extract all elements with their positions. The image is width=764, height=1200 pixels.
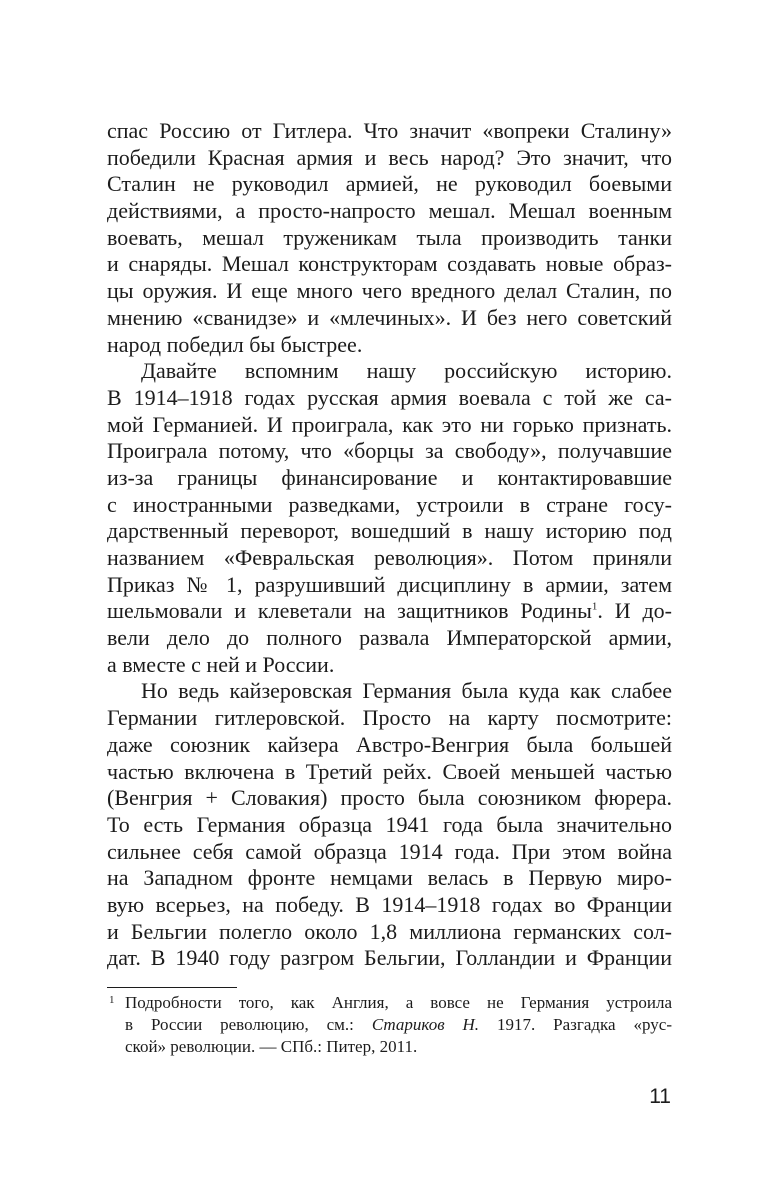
- text-line: победили Красная армия и весь народ? Это значит, что: [107, 144, 672, 170]
- text-line: Проиграла потому, что «борцы за свободу», получавшие: [107, 438, 672, 464]
- footnote-number: 1: [109, 994, 115, 1006]
- text-line: Германии гитлеровской. Просто на карту посмотрите:: [107, 705, 672, 731]
- text-line: Приказ № 1, разрушивший дисциплину в армии, затем: [107, 571, 672, 597]
- footnote-line: [107, 1036, 672, 1058]
- text-line: В 1914–1918 годах русская армия воевала с той же са-: [107, 384, 672, 410]
- text-line: Но ведь кайзеровская Германия была куда как слабее: [141, 678, 672, 704]
- text-line: народ победил бы быстрее.: [107, 331, 363, 357]
- text-line: То есть Германия образца 1941 года была значительно: [107, 811, 672, 837]
- footnote-line: [107, 1014, 672, 1036]
- text-line: названием «Февральская революция». Потом приняли: [107, 545, 672, 570]
- body-text: [107, 118, 672, 972]
- text-line: действиями, а просто-напросто мешал. Мешал военным: [107, 198, 672, 224]
- footnote-reference: 1: [591, 601, 598, 614]
- text-line: и Бельгии полегло около 1,8 миллиона германских сол-: [107, 918, 672, 944]
- text-line: на Западном фронте немцами велась в Первую миро-: [107, 865, 672, 891]
- footnote-text: в России революцию, см.:: [125, 1015, 372, 1034]
- text-line: и снаряды. Мешал конструкторам создавать новые образ-: [107, 251, 672, 277]
- text-line: с иностранными разведками, устроили в стране госу-: [107, 491, 672, 517]
- text-fragment: . И до-: [597, 598, 672, 624]
- page-number: 11: [649, 1085, 671, 1108]
- text-line: спас Россию от Гитлера. Что значит «вопреки Сталину»: [107, 118, 672, 143]
- footnote-text: ской» революции. — СПб.: Питер, 2011.: [125, 1037, 418, 1056]
- text-line: из-за границы финансирование и контактировавшие: [107, 464, 672, 490]
- text-line: вую всерьез, на победу. В 1914–1918 годах во Франции: [107, 891, 672, 917]
- text-line: (Венгрия + Словакия) просто была союзником фюрера.: [107, 785, 672, 811]
- footnote: [107, 992, 672, 1058]
- text-fragment: шельмовали и клеветали на защитников Родины: [107, 598, 592, 624]
- footnote-text: Подробности того, как Англия, а вовсе не Германия устроила: [125, 993, 672, 1012]
- text-line: Давайте вспомним нашу российскую историю.: [141, 358, 672, 384]
- text-line: сильнее себя самой образца 1914 года. При этом война: [107, 838, 672, 864]
- text-line: вели дело до полного развала Императорской армии,: [107, 625, 672, 651]
- text-line: дат. В 1940 году разгром Бельгии, Голландии и Франции: [107, 945, 672, 971]
- text-line: мнению «сванидзе» и «млечиных». И без него советский: [107, 304, 672, 330]
- text-line: а вместе с ней и России.: [107, 651, 335, 677]
- text-line: дарственный переворот, вошедший в нашу историю под: [107, 518, 672, 544]
- footnote-line: [107, 992, 672, 1014]
- footnote-divider: [107, 987, 237, 988]
- text-line-with-footnote: [107, 598, 672, 625]
- footnote-author: Стариков Н.: [371, 1015, 480, 1034]
- text-line: Сталин не руководил армией, не руководил боевыми: [107, 171, 672, 197]
- text-line: частью включена в Третий рейх. Своей меньшей частью: [107, 758, 672, 784]
- text-line: воевать, мешал труженикам тыла производить танки: [107, 224, 672, 250]
- text-line: даже союзник кайзера Австро-Венгрия была большей: [107, 731, 672, 757]
- footnote-text: 1917. Разгадка «рус-: [479, 1015, 672, 1034]
- text-line: цы оружия. И еще много чего вредного делал Сталин, по: [107, 278, 672, 304]
- text-line: мой Германией. И проиграла, как это ни горько признать.: [107, 411, 672, 437]
